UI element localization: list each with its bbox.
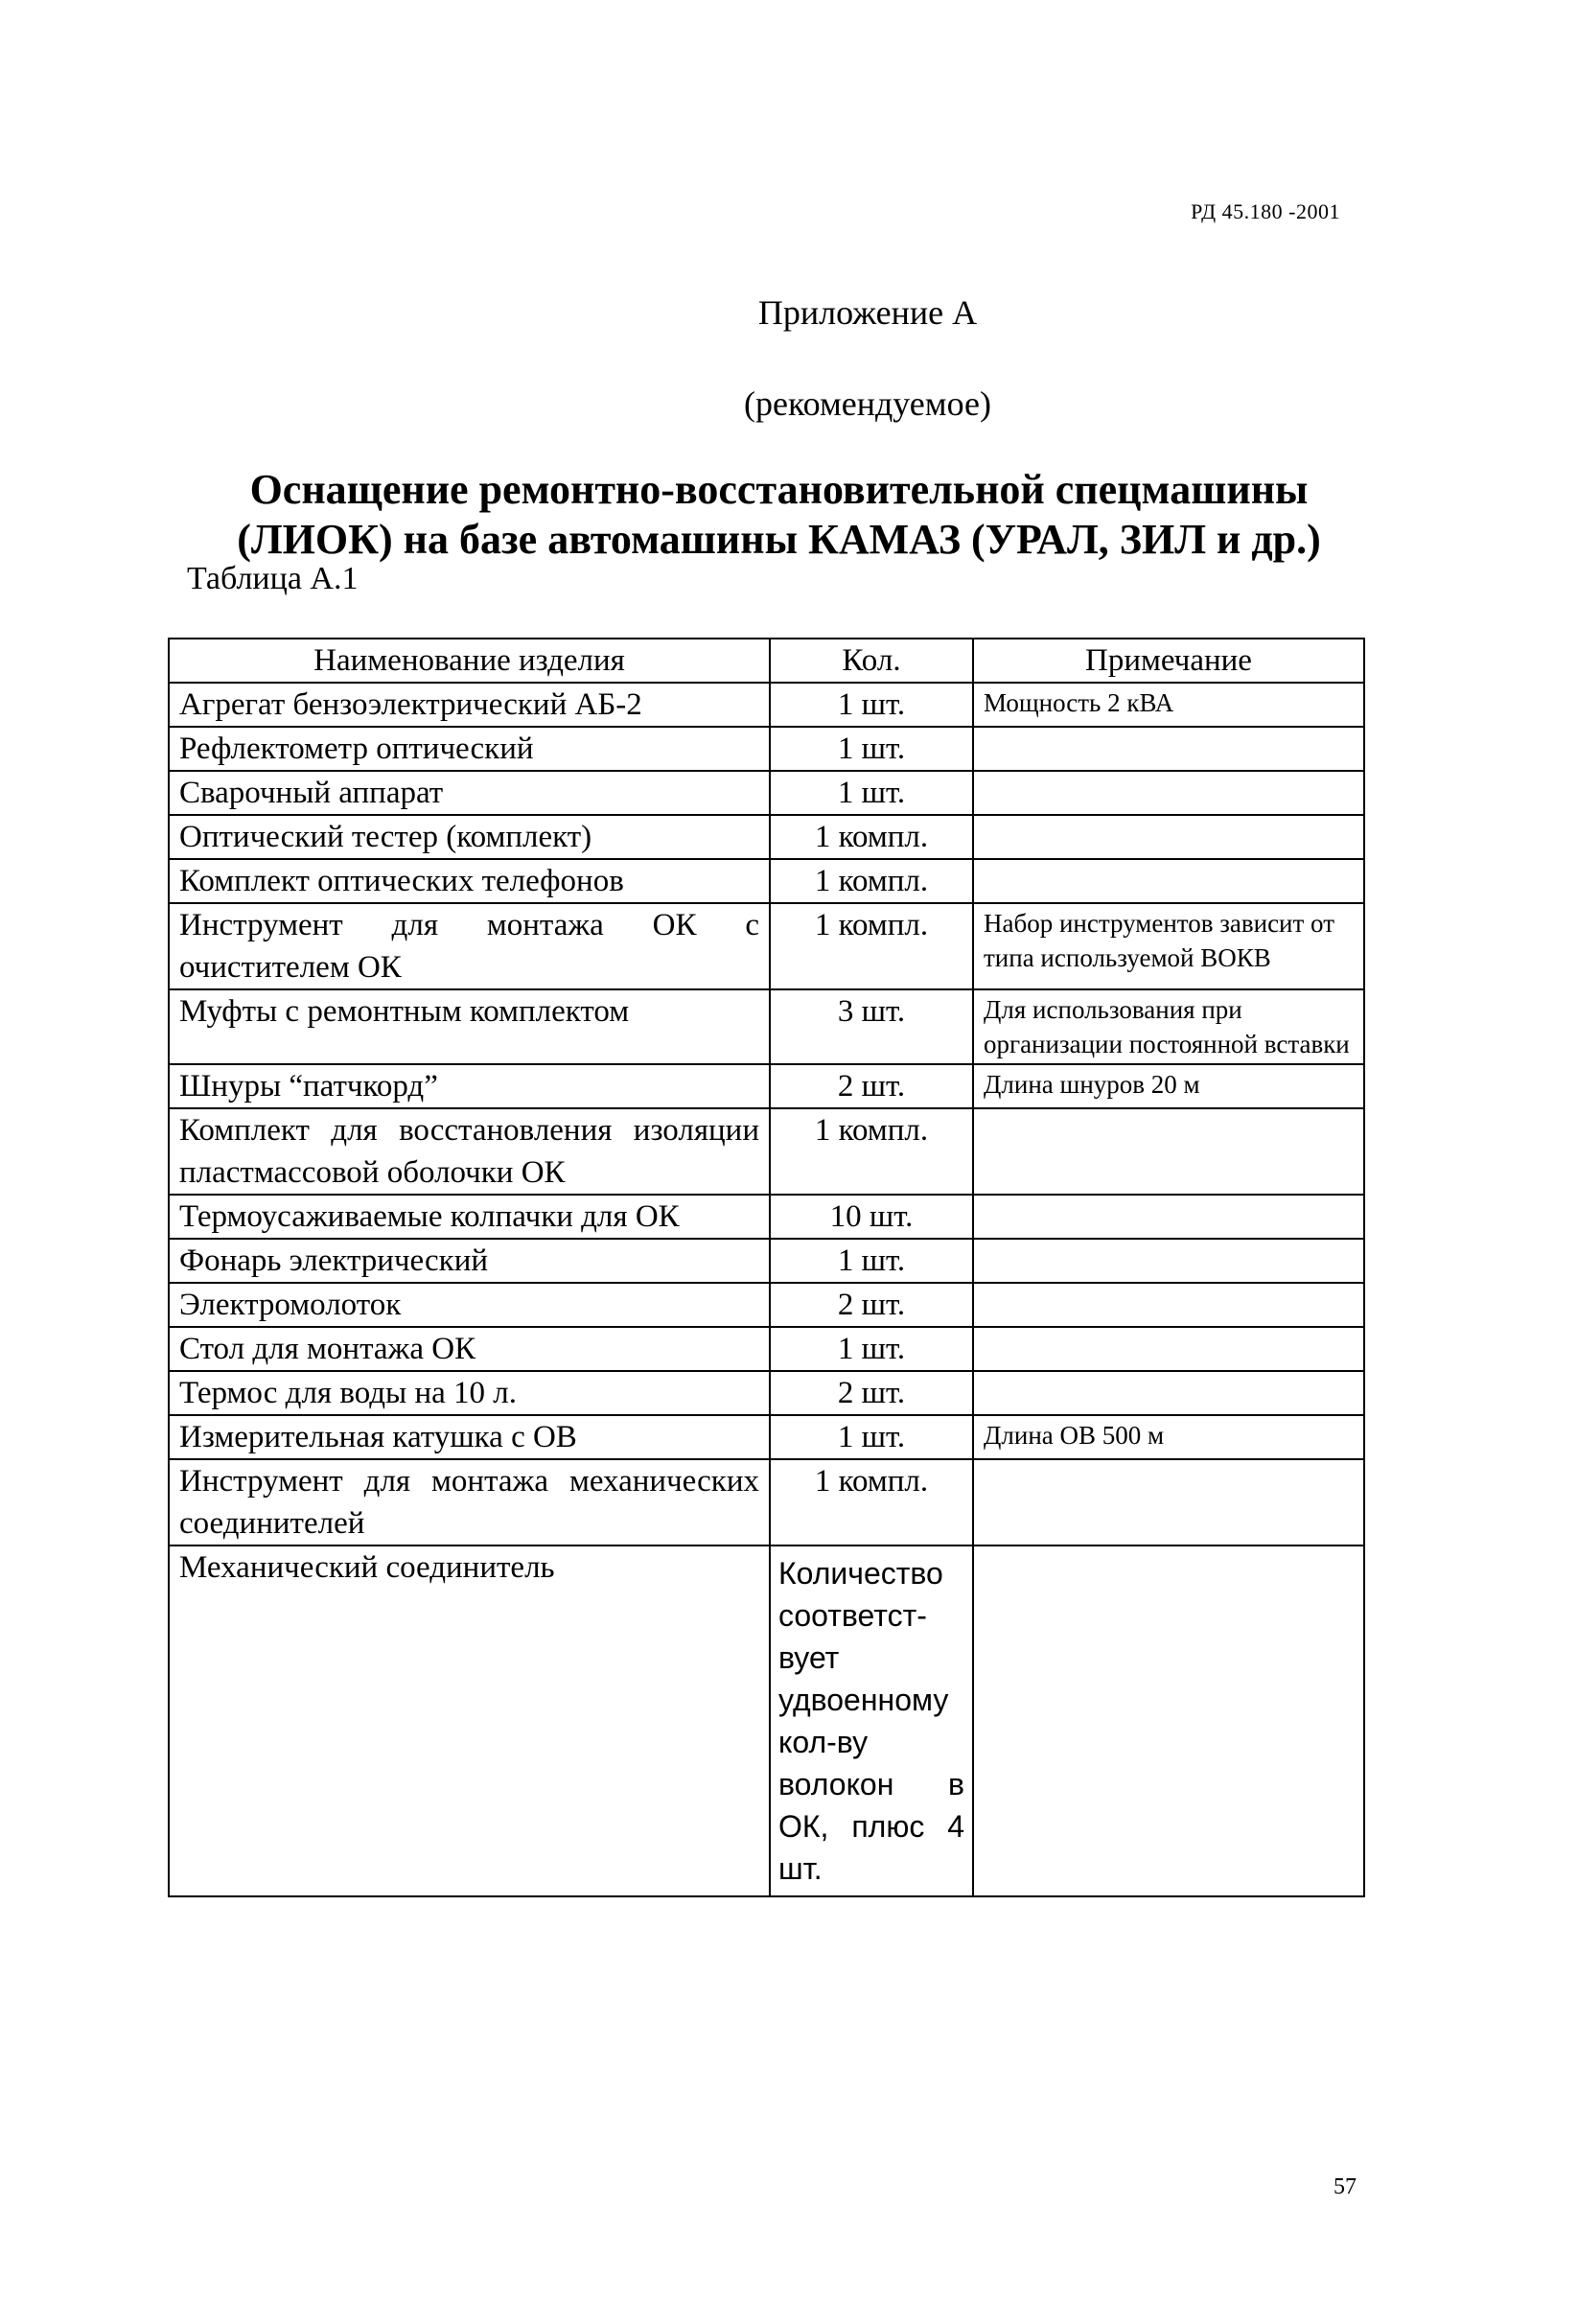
item-note: Набор инструментов зависит от типа используемой ВОКВ — [973, 903, 1364, 989]
item-qty: 1 компл. — [770, 859, 973, 903]
table-row — [169, 683, 1364, 727]
table-row — [169, 859, 1364, 903]
document-code: РД 45.180 -2001 — [1191, 199, 1340, 223]
table-row — [169, 1064, 1364, 1108]
item-note: Длина шнуров 20 м — [973, 1064, 1364, 1108]
item-note — [973, 727, 1364, 771]
item-note — [973, 1327, 1364, 1371]
table-row — [169, 771, 1364, 815]
item-qty: 3 шт. — [770, 989, 973, 1064]
item-note — [973, 771, 1364, 815]
item-name: Инструмент для монтажа ОК с очистителем ОК — [169, 903, 770, 989]
table-row — [169, 989, 1364, 1064]
item-qty: 1 шт. — [770, 1239, 973, 1283]
item-qty: 1 шт. — [770, 727, 973, 771]
item-qty: 1 шт. — [770, 771, 973, 815]
item-qty: 2 шт. — [770, 1064, 973, 1108]
item-qty: 10 шт. — [770, 1195, 973, 1239]
item-note — [973, 815, 1364, 859]
header-note: Примечание — [973, 639, 1364, 683]
page-number: 57 — [1333, 2174, 1357, 2199]
table-row — [169, 1459, 1364, 1545]
item-qty: 2 шт. — [770, 1283, 973, 1327]
item-name: Рефлектометр оптический — [169, 727, 770, 771]
table-row — [169, 1195, 1364, 1239]
item-name: Термоусаживаемые колпачки для ОК — [169, 1195, 770, 1239]
item-name: Шнуры “патчкорд” — [169, 1064, 770, 1108]
table-row — [169, 1108, 1364, 1195]
table-row — [169, 1327, 1364, 1371]
item-note: Для использования при организации постоянной вставки — [973, 989, 1364, 1064]
item-name: Стол для монтажа ОК — [169, 1327, 770, 1371]
item-name: Сварочный аппарат — [169, 771, 770, 815]
header-name: Наименование изделия — [169, 639, 770, 683]
item-name: Термос для воды на 10 л. — [169, 1371, 770, 1415]
table-row — [169, 1283, 1364, 1327]
appendix-note: (рекомендуемое) — [744, 384, 991, 423]
item-name: Измерительная катушка с ОВ — [169, 1415, 770, 1459]
item-note — [973, 1371, 1364, 1415]
item-note — [973, 1108, 1364, 1195]
item-name: Инструмент для монтажа механических соединителей — [169, 1459, 770, 1545]
item-note — [973, 859, 1364, 903]
item-note — [973, 1545, 1364, 1896]
equipment-table — [168, 638, 1365, 1897]
item-name: Муфты с ремонтным комплектом — [169, 989, 770, 1064]
item-note — [973, 1283, 1364, 1327]
item-qty: 1 компл. — [770, 1108, 973, 1195]
item-note — [973, 1239, 1364, 1283]
main-title: Оснащение ремонтно-восстановительной спецмашины (ЛИОК) на базе автомашины КАМАЗ (УРАЛ, ЗИЛ и др.) — [237, 466, 1321, 563]
table-label: Таблица А.1 — [187, 561, 359, 596]
item-qty: 1 компл. — [770, 903, 973, 989]
item-note: Мощность 2 кВА — [973, 683, 1364, 727]
appendix-title: Приложение А — [757, 293, 978, 332]
item-qty: 1 компл. — [770, 815, 973, 859]
item-qty: 1 компл. — [770, 1459, 973, 1545]
table-row — [169, 1371, 1364, 1415]
item-name: Агрегат бензоэлектрический АБ-2 — [169, 683, 770, 727]
item-qty: 1 шт. — [770, 1327, 973, 1371]
item-name: Оптический тестер (комплект) — [169, 815, 770, 859]
item-name: Комплект для восстановления изоляции пластмассовой оболочки ОК — [169, 1108, 770, 1195]
item-note: Длина ОВ 500 м — [973, 1415, 1364, 1459]
table-row — [169, 1415, 1364, 1459]
table-row — [169, 727, 1364, 771]
table-row — [169, 903, 1364, 989]
item-name: Комплект оптических телефонов — [169, 859, 770, 903]
item-qty: 2 шт. — [770, 1371, 973, 1415]
item-name: Механический соединитель — [169, 1545, 770, 1896]
header-qty: Кол. — [770, 639, 973, 683]
table-row — [169, 1545, 1364, 1896]
item-note — [973, 1459, 1364, 1545]
item-qty: Количество соответст-вует удвоенному кол-ву волокон в ОК, плюс 4 шт. — [770, 1545, 973, 1896]
item-qty: 1 шт. — [770, 683, 973, 727]
item-note — [973, 1195, 1364, 1239]
item-qty: 1 шт. — [770, 1415, 973, 1459]
table-header-row — [169, 639, 1364, 683]
table-row — [169, 1239, 1364, 1283]
item-name: Фонарь электрический — [169, 1239, 770, 1283]
item-name: Электромолоток — [169, 1283, 770, 1327]
table-row — [169, 815, 1364, 859]
